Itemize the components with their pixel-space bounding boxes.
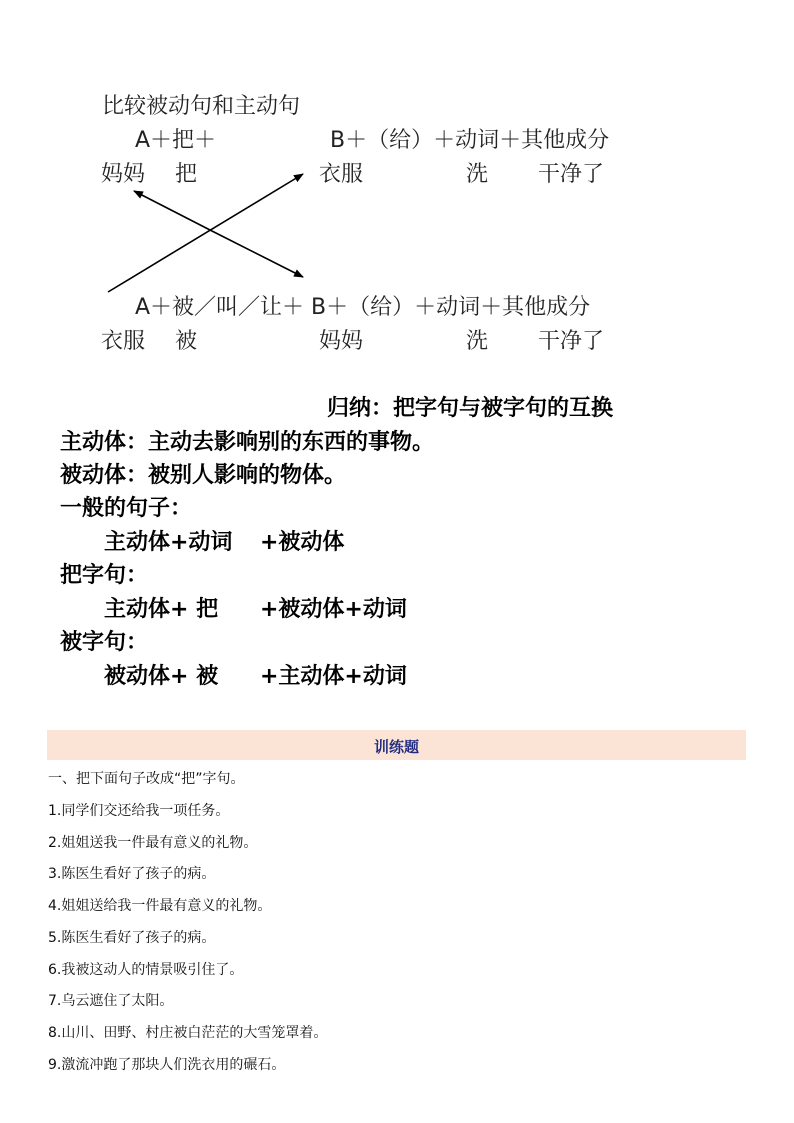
exercise-item: 3.陈医生看好了孩子的病。 xyxy=(48,866,216,882)
exercise-item: 6.我被这动人的情景吸引住了。 xyxy=(48,962,244,978)
active-example-ba: 把 xyxy=(175,162,198,187)
exercise-item: 4.姐姐送给我一件最有意义的礼物。 xyxy=(48,898,272,914)
bei-formula-part1: 被动体+ 被 xyxy=(104,664,219,689)
exercise-item: 1.同学们交还给我一项任务。 xyxy=(48,803,230,819)
passive-example-wash: 洗 xyxy=(466,329,489,354)
comparison-title: 比较被动句和主动句 xyxy=(102,94,301,119)
exercise-item: 5.陈医生看好了孩子的病。 xyxy=(48,930,216,946)
active-pattern-a: A＋把＋ xyxy=(135,128,217,153)
active-example-mother: 妈妈 xyxy=(101,162,146,187)
arrow-mother-to-object xyxy=(134,191,210,230)
exercise-item: 2.姐姐送我一件最有意义的礼物。 xyxy=(48,835,258,851)
arrow-bei-line-end xyxy=(210,230,303,277)
exercise-banner xyxy=(47,730,746,760)
summary-heading: 归纳：把字句与被字句的互换 xyxy=(327,396,614,421)
exercise-item: 7.乌云遮住了太阳。 xyxy=(48,993,174,1009)
bei-formula-part2: +主动体+动词 xyxy=(260,664,407,689)
exercise-item: 9.激流冲跑了那块人们洗衣用的碾石。 xyxy=(48,1057,286,1073)
arrow-clothes-to-object xyxy=(108,174,303,292)
passive-example-bei: 被 xyxy=(175,329,198,354)
active-example-clothes: 衣服 xyxy=(319,162,364,187)
ba-sentence-label: 把字句： xyxy=(60,563,149,588)
passive-example-mother: 妈妈 xyxy=(319,329,364,354)
active-pattern-b: B＋（给）＋动词＋其他成分 xyxy=(330,128,610,153)
active-example-wash: 洗 xyxy=(466,162,489,187)
exercise-instruction: 一、把下面句子改成“把”字句。 xyxy=(48,771,245,787)
general-formula-part2: +被动体 xyxy=(260,530,345,555)
ba-formula-part2: +被动体+动词 xyxy=(260,597,407,622)
exercise-item: 8.山川、田野、村庄被白茫茫的大雪笼罩着。 xyxy=(48,1025,328,1041)
ba-formula-part1: 主动体+ 把 xyxy=(104,597,219,622)
general-sentence-label: 一般的句子： xyxy=(60,496,193,521)
passive-pattern: A＋被／叫／让＋ B＋（给）＋动词＋其他成分 xyxy=(135,295,591,320)
bei-sentence-label: 被字句： xyxy=(60,630,149,655)
agent-definition: 主动体：主动去影响别的东西的事物。 xyxy=(60,430,435,455)
general-formula-part1: 主动体+动词 xyxy=(104,530,233,555)
exercise-banner-title: 训练题 xyxy=(373,738,419,756)
patient-definition: 被动体：被别人影响的物体。 xyxy=(60,463,347,488)
passive-example-clean: 干净了 xyxy=(538,329,605,354)
active-example-clean: 干净了 xyxy=(538,162,605,187)
passive-example-clothes: 衣服 xyxy=(101,329,146,354)
